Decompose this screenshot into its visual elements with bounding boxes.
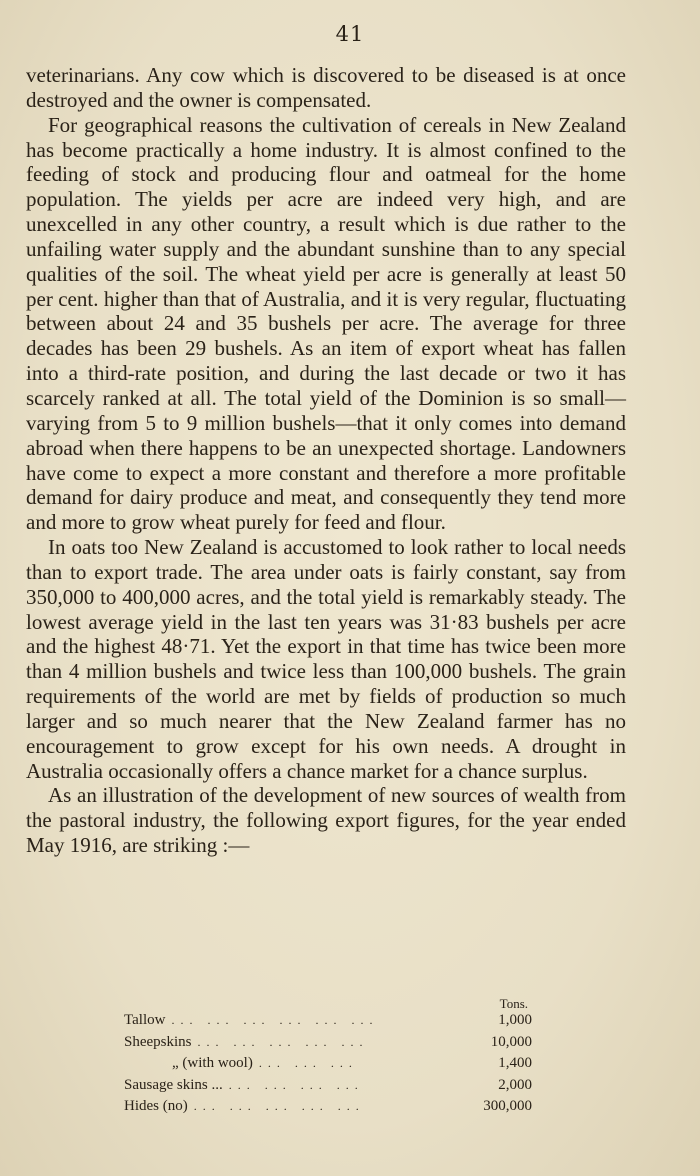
leader-dots: ... ... ... ... ...: [193, 1099, 365, 1113]
export-item: „ (with wool): [172, 1055, 253, 1071]
export-tons: 1,000: [498, 1012, 532, 1028]
export-tons: 2,000: [498, 1076, 532, 1093]
page-number: 41: [335, 22, 365, 46]
paragraph: As an illustration of the development of new sources of wealth from the pastoral industry, the following export figures, for the year ended May 1916, are striking :—: [26, 783, 626, 858]
paragraph: In oats too New Zealand is accustomed to look rather to local needs than to export trade. The area under oats is fairly constant, say from 350,000 to 400,000 acres, and the total yield is remarkably steady. The lowest average yield in the last ten years was 31·83 bushels per acre and the highest 48·71. Yet the export in that time has twice been more than 4 million bushels and twice less than 100,000 bushels. The grain requirements of the world are met by fields of production so much larger and so much nearer that the New Zealand farmer has no encouragement to grow except for his own needs. A drought in Australia occasionally offers a chance market for a chance surplus.: [26, 535, 626, 783]
leader-dots: ... ... ... ... ...: [197, 1034, 369, 1049]
export-row: [124, 1098, 532, 1120]
export-tons: 10,000: [490, 1033, 532, 1050]
unit-header: Tons.: [499, 996, 528, 1011]
export-row: [124, 1055, 532, 1077]
export-item: Hides (no): [124, 1098, 188, 1114]
export-item: Sausage skins ...: [124, 1076, 223, 1093]
export-row: [124, 1077, 532, 1099]
paragraph: For geographical reasons the cultivation of cereals in New Zealand has become practically a home industry. It is almost confined to the feeding of stock and producing flour and oatmeal for the home population. The yields per acre are indeed very high, and are unexcelled in any other country, a result which is due rather to the unfailing water supply and the abundant sunshine than to any special qualities of the soil. The wheat yield per acre is generally at least 50 per cent. higher than that of Australia, and it is very regular, fluctuating between about 24 and 35 bushels per acre. The average for three decades has been 29 bushels. As an item of export wheat has fallen into a third-rate position, and during the last decade or two it has scarcely ranked at all. The total yield of the Dominion is so small—varying from 5 to 9 million bushels—that it only comes into demand abroad when there happens to be an unexpected shortage. Landowners have come to expect a more constant and therefore a more profitable demand for dairy produce and meat, and consequently they tend more and more to grow wheat purely for feed and flour.: [26, 112, 626, 535]
leader-dots: ... ... ... ... ... ...: [171, 1013, 379, 1027]
leader-dots: ... ... ...: [258, 1056, 358, 1070]
export-row: [124, 1034, 532, 1056]
body-text: [26, 63, 626, 858]
export-row: [124, 1012, 532, 1034]
export-tons: 300,000: [483, 1098, 532, 1114]
export-table: [124, 996, 532, 1120]
export-item: Tallow: [124, 1012, 166, 1028]
paragraph: veterinarians. Any cow which is discovered to be diseased is at once destroyed and the owner is compensated.: [26, 63, 626, 112]
export-item: Sheepskins: [124, 1033, 192, 1050]
leader-dots: ... ... ... ...: [228, 1077, 364, 1092]
export-tons: 1,400: [498, 1055, 532, 1071]
